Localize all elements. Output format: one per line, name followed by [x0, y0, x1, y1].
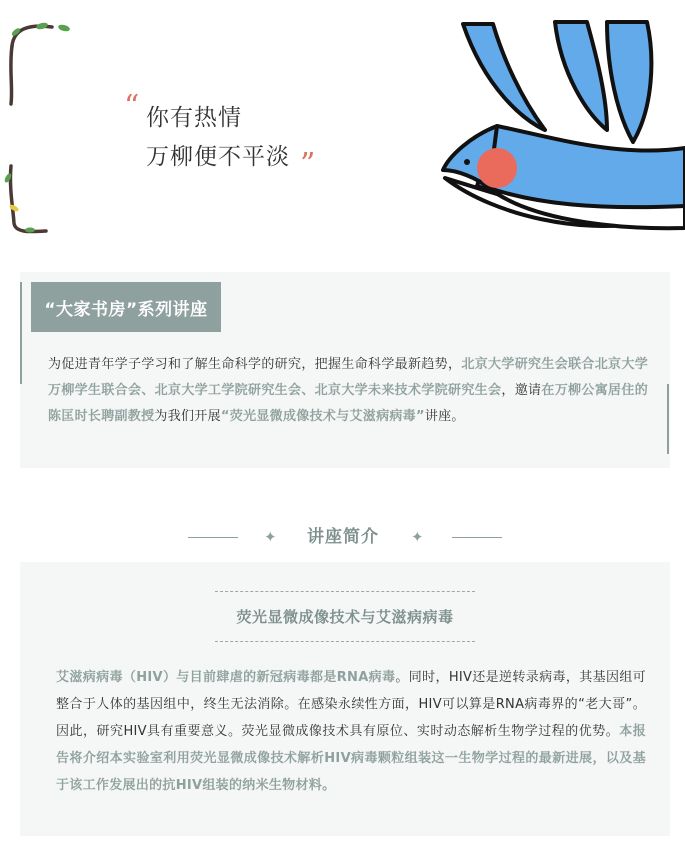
- intro-paragraph: 为促进青年学子学习和了解生命科学的研究，把握生命科学最新趋势，北京大学研究生会联合北京大学万柳学生联合会、北京大学工学院研究生会、北京大学未来技术学院研究生会，邀请在万柳公寓居住的陈匡时长聘副教授为我们开展“荧光显微成像技术与艾滋病病毒”讲座。: [48, 357, 649, 424]
- section-divider-left: [188, 537, 238, 538]
- series-tag: “大家书房”系列讲座: [31, 282, 221, 332]
- branch-decoration-icon: [0, 18, 90, 238]
- lecture-description: 艾滋病病毒（HIV）与目前肆虐的新冠病毒都是RNA病毒。同时，HIV还是逆转录病毒，其基因组可整合于人体的基因组中，终生无法消除。在感染永续性方面，HIV可以算是RNA病毒界的“老大哥”。因此，研究HIV具有重要意义。荧光显微成像技术具有原位、实时动态解析生物学过程的优势。本报告将介绍本实验室利用荧光显微成像技术解析HIV病毒颗粒组装这一生物学过程的最新进展，以及基于该工作发展出的抗HIV组装的纳米生物材料。: [56, 670, 646, 793]
- intro-card-right-accent: [667, 384, 669, 454]
- lecture-title: 荧光显微成像技术与艾滋病病毒: [236, 608, 454, 626]
- hiv-intro-highlight: 艾滋病病毒（HIV）与目前肆虐的新冠病毒都是RNA病毒: [56, 670, 396, 685]
- lecture-name-highlight: “荧光显微成像技术与艾滋病病毒”: [220, 409, 425, 424]
- section-divider-right: [452, 537, 502, 538]
- intro-card-left-accent: [20, 282, 22, 384]
- close-quote-mark: ”: [300, 147, 316, 182]
- speaker-highlight: 在万柳公寓居住的陈匡时长聘副教授: [48, 383, 649, 424]
- report-summary-highlight: 本报告将介绍本实验室利用荧光显微成像技术解析HIV病毒颗粒组装这一生物学过程的最新进展，以及基于该工作发展出的抗HIV组装的纳米生物材料。: [56, 724, 646, 793]
- star-left-icon: ✦: [264, 528, 277, 546]
- lecture-title-bottom-dashes: [215, 641, 475, 642]
- swallow-bird-icon: [437, 18, 685, 243]
- organizers-highlight: 北京大学研究生会联合北京大学万柳学生联合会、北京大学工学院研究生会、北京大学未来技术学院研究生会: [48, 357, 648, 398]
- lecture-title-top-dashes: [215, 591, 475, 592]
- section-title: 讲座简介: [307, 527, 379, 547]
- headline-line-2: 万柳便不平淡: [146, 144, 290, 170]
- star-right-icon: ✦: [411, 528, 424, 546]
- open-quote-mark: “: [124, 89, 140, 124]
- headline-line-1: 你有热情: [146, 105, 242, 131]
